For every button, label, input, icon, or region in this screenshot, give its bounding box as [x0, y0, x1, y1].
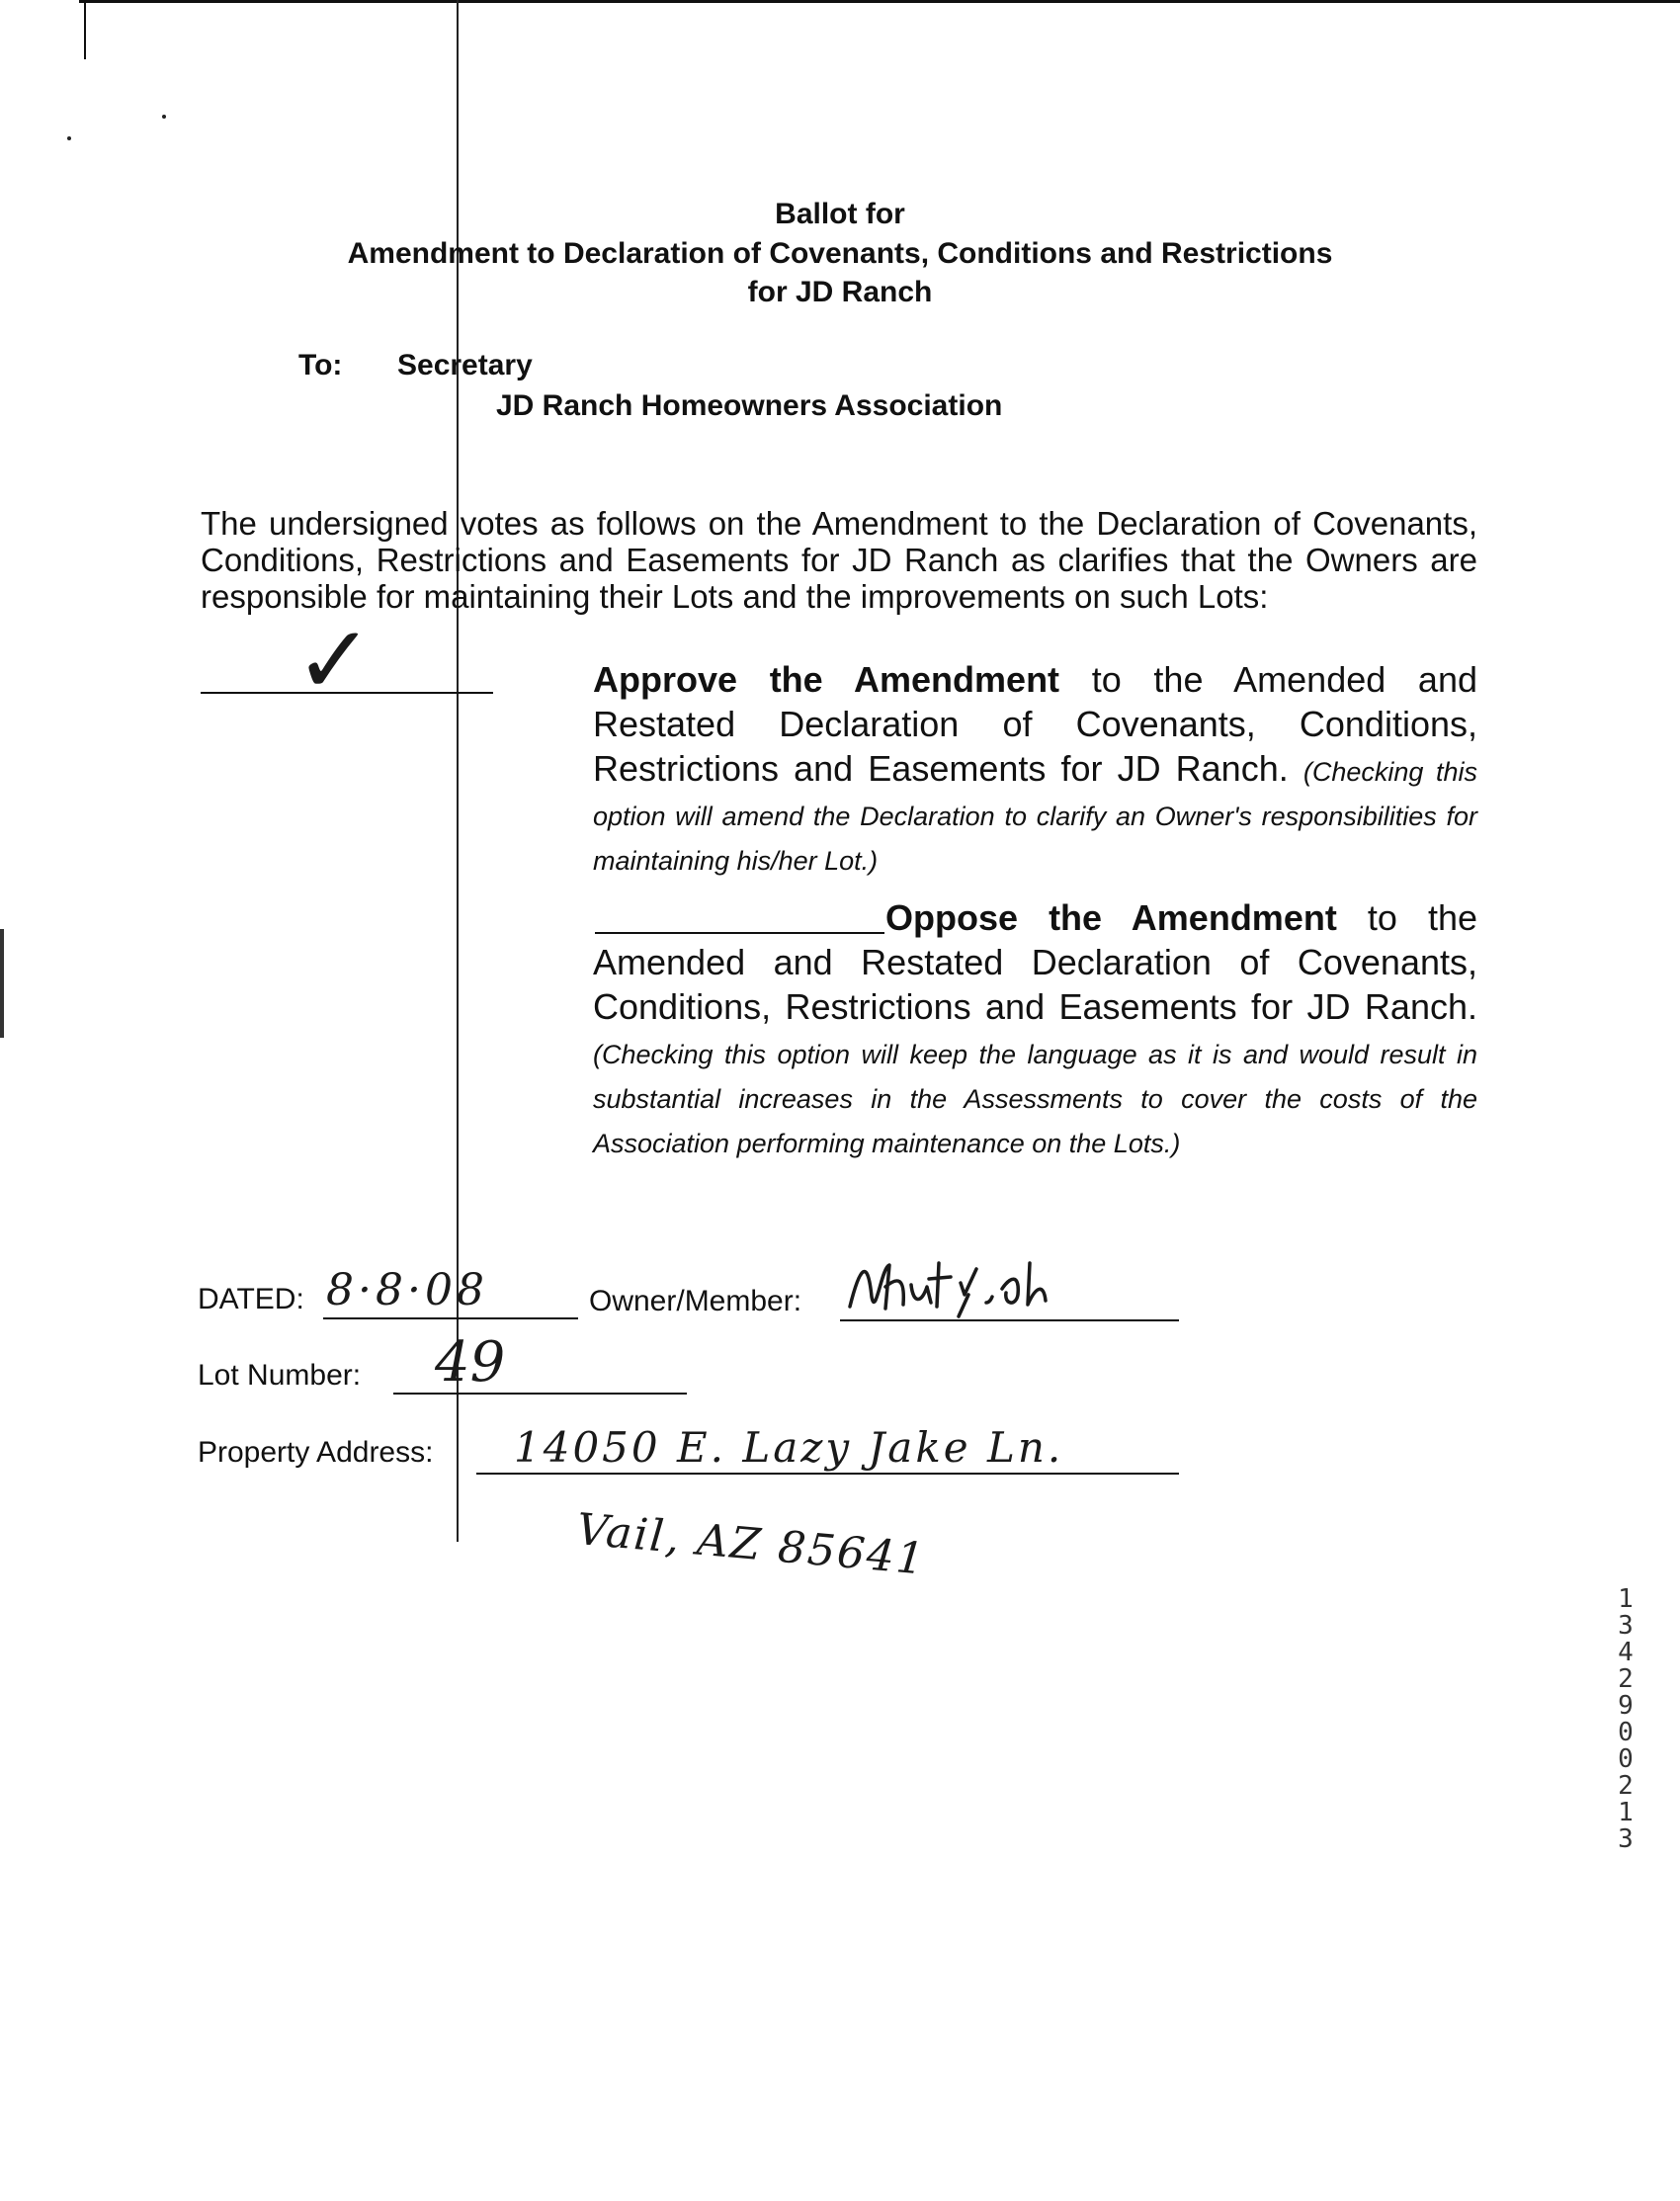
property-address-label: Property Address:	[198, 1436, 434, 1469]
scan-speck	[162, 115, 166, 119]
lot-number-value: 49	[435, 1330, 506, 1395]
scan-speck	[67, 136, 71, 140]
to-organization: JD Ranch Homeowners Association	[496, 389, 1003, 422]
to-recipient: Secretary	[397, 349, 533, 381]
scan-edge-mark	[0, 929, 4, 1038]
property-address-line1: 14050 E. Lazy Jake Ln.	[514, 1423, 1064, 1472]
oppose-option-note: (Checking this option will keep the language as it is and would result in substantial increases in the Assessments to cover the costs of the Association performing maintenance on the Lots.)	[593, 1040, 1477, 1158]
dated-label: DATED:	[198, 1283, 304, 1315]
approve-option-text	[593, 657, 1477, 880]
ballot-title-line2: Amendment to Declaration of Covenants, Conditions and Restrictions	[347, 237, 1333, 270]
oppose-option-text	[593, 895, 1477, 1162]
document-id-number: 1342900213	[1618, 1584, 1634, 1854]
check-mark-icon: ✓	[294, 605, 375, 716]
scan-border-top	[79, 0, 1680, 3]
oppose-option-body: to the Amended and Restated Declaration of Covenants, Conditions, Restrictions and Easements for JD Ranch.	[593, 897, 1477, 1027]
intro-paragraph: The undersigned votes as follows on the Amendment to the Declaration of Covenants, Conditions, Restrictions and Easements for JD Ranch as clarifies that the Owners are responsible for maintaining their Lots and the improvements on such Lots:	[201, 505, 1477, 615]
scan-border-left	[84, 0, 86, 59]
ballot-title-line1: Ballot for	[775, 198, 905, 230]
ballot-title-line3: for JD Ranch	[747, 276, 933, 308]
dated-value: 8·8·08	[326, 1265, 488, 1315]
owner-label: Owner/Member:	[589, 1285, 802, 1317]
property-address-line2: Vail, AZ 85641	[574, 1504, 929, 1585]
oppose-option-lead: Oppose the Amendment	[885, 897, 1337, 938]
approve-option-body: to the Amended and Restated Declaration of Covenants, Conditions, Restrictions and Easements for JD Ranch.	[593, 659, 1478, 789]
lot-number-label: Lot Number:	[198, 1359, 362, 1392]
to-label: To:	[298, 349, 343, 381]
owner-signature-image	[842, 1247, 1158, 1324]
dated-line[interactable]	[323, 1317, 578, 1319]
approve-option-note: (Checking this option will amend the Declaration to clarify an Owner's responsibilities for maintaining his/her Lot.)	[593, 757, 1477, 876]
approve-option-lead: Approve the Amendment	[593, 659, 1060, 700]
property-address-line[interactable]	[476, 1473, 1179, 1475]
